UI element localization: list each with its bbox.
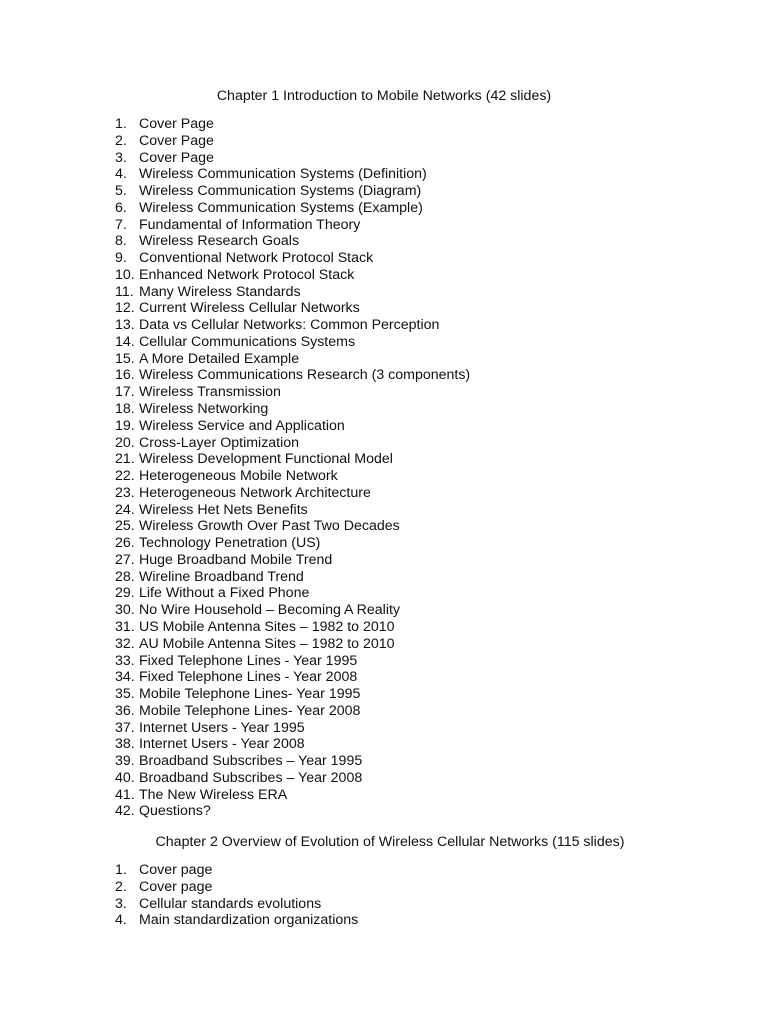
list-item: [115, 384, 470, 401]
item-number: 1.: [115, 116, 127, 132]
list-item: [115, 485, 470, 502]
item-title: AU Mobile Antenna Sites – 1982 to 2010: [139, 635, 395, 652]
item-number: 2.: [115, 878, 127, 895]
item-number: 11.: [115, 283, 134, 300]
item-number: 14.: [115, 333, 135, 350]
item-number: 20.: [115, 434, 135, 451]
item-title: Cover Page: [139, 149, 214, 166]
item-title: Wireless Communication Systems (Definition): [139, 166, 427, 183]
list-item: [115, 133, 470, 150]
item-title: Wireless Communication Systems (Diagram): [139, 183, 422, 200]
item-title: Fixed Telephone Lines - Year 2008: [139, 669, 358, 686]
list-item: [115, 250, 470, 267]
list-item: [115, 233, 470, 250]
item-title: Wireless Service and Application: [139, 417, 345, 434]
chapter-2-slide-list: [115, 862, 358, 929]
item-title: Technology Penetration (US): [139, 535, 321, 552]
item-number: 16.: [115, 367, 135, 384]
item-title: A More Detailed Example: [139, 350, 300, 367]
item-number: 37.: [115, 719, 135, 736]
item-number: 35.: [115, 686, 135, 703]
list-item: [115, 787, 470, 804]
chapter-2-heading: Chapter 2 Overview of Evolution of Wireless Cellular Networks (115 slides): [155, 834, 625, 850]
list-item: [115, 653, 470, 670]
list-item: [115, 736, 470, 753]
item-title: Data vs Cellular Networks: Common Perception: [139, 317, 440, 334]
chapter-1-slide-list: [115, 116, 470, 820]
item-title: Internet Users - Year 2008: [139, 736, 305, 753]
item-number: 12.: [115, 300, 135, 317]
item-title: Cross-Layer Optimization: [139, 434, 300, 451]
item-number: 41.: [115, 786, 135, 803]
item-title: Cover Page: [139, 132, 214, 149]
item-number: 26.: [115, 535, 135, 552]
item-title: Wireless Communication Systems (Example): [139, 199, 423, 216]
list-item: [115, 569, 470, 586]
item-title: Cover Page: [139, 116, 214, 132]
item-title: No Wire Household – Becoming A Reality: [139, 602, 401, 619]
item-title: Huge Broadband Mobile Trend: [139, 551, 333, 568]
item-title: Wireless Communications Research (3 components): [139, 367, 471, 384]
item-number: 19.: [115, 417, 135, 434]
item-title: Broadband Subscribes – Year 1995: [139, 753, 363, 770]
list-item: [115, 502, 470, 519]
item-title: Wireline Broadband Trend: [139, 568, 304, 585]
item-title: Fixed Telephone Lines - Year 1995: [139, 652, 358, 669]
item-number: 9.: [115, 250, 127, 267]
item-title: Wireless Research Goals: [139, 233, 300, 250]
item-title: US Mobile Antenna Sites – 1982 to 2010: [139, 618, 395, 635]
list-item: [115, 912, 358, 929]
item-number: 36.: [115, 702, 135, 719]
list-item: [115, 334, 470, 351]
list-item: [115, 351, 470, 368]
list-item: [115, 300, 470, 317]
list-item: [115, 602, 470, 619]
item-number: 42.: [115, 803, 135, 820]
item-title: Wireless Het Nets Benefits: [139, 501, 308, 518]
list-item: [115, 770, 470, 787]
item-title: Wireless Growth Over Past Two Decades: [139, 518, 400, 535]
item-number: 40.: [115, 769, 135, 786]
item-title: Main standardization organizations: [139, 912, 359, 929]
item-title: Mobile Telephone Lines- Year 2008: [139, 702, 361, 719]
item-number: 31.: [115, 618, 135, 635]
list-item: [115, 669, 470, 686]
item-title: Cover page: [139, 878, 213, 895]
item-number: 29.: [115, 585, 135, 602]
list-item: [115, 200, 470, 217]
item-title: Heterogeneous Network Architecture: [139, 484, 371, 501]
list-item: [115, 435, 470, 452]
list-item: [115, 619, 470, 636]
item-number: 32.: [115, 635, 135, 652]
item-title: Wireless Transmission: [139, 384, 281, 401]
item-number: 28.: [115, 568, 135, 585]
item-number: 1.: [115, 862, 127, 878]
list-item: [115, 401, 470, 418]
list-item: [115, 862, 358, 879]
item-number: 17.: [115, 384, 135, 401]
item-title: Cellular standards evolutions: [139, 895, 322, 912]
item-title: Cover page: [139, 862, 213, 878]
item-number: 15.: [115, 350, 135, 367]
item-number: 10.: [115, 266, 135, 283]
item-number: 39.: [115, 753, 135, 770]
item-number: 27.: [115, 551, 135, 568]
list-item: [115, 720, 470, 737]
list-item: [115, 284, 470, 301]
item-title: Internet Users - Year 1995: [139, 719, 305, 736]
item-title: Mobile Telephone Lines- Year 1995: [139, 686, 361, 703]
list-item: [115, 367, 470, 384]
item-title: Broadband Subscribes – Year 2008: [139, 769, 363, 786]
item-number: 38.: [115, 736, 135, 753]
list-item: [115, 518, 470, 535]
list-item: [115, 150, 470, 167]
item-number: 22.: [115, 468, 135, 485]
item-title: Life Without a Fixed Phone: [139, 585, 310, 602]
item-number: 13.: [115, 317, 135, 334]
list-item: [115, 753, 470, 770]
list-item: [115, 636, 470, 653]
item-number: 8.: [115, 233, 127, 250]
item-number: 3.: [115, 149, 127, 166]
item-number: 3.: [115, 895, 127, 912]
item-number: 33.: [115, 652, 135, 669]
item-title: Cellular Communications Systems: [139, 333, 356, 350]
item-title: Questions?: [139, 803, 211, 820]
list-item: [115, 803, 470, 820]
list-item: [115, 552, 470, 569]
list-item: [115, 585, 470, 602]
list-item: [115, 317, 470, 334]
item-title: The New Wireless ERA: [139, 786, 288, 803]
item-number: 23.: [115, 484, 135, 501]
list-item: [115, 418, 470, 435]
list-item: [115, 703, 470, 720]
list-item: [115, 468, 470, 485]
list-item: [115, 116, 470, 133]
item-number: 30.: [115, 602, 135, 619]
item-title: Fundamental of Information Theory: [139, 216, 361, 233]
item-number: 5.: [115, 183, 127, 200]
item-number: 34.: [115, 669, 135, 686]
item-number: 21.: [115, 451, 135, 468]
item-number: 2.: [115, 132, 127, 149]
item-title: Wireless Development Functional Model: [139, 451, 393, 468]
item-number: 4.: [115, 166, 127, 183]
item-title: Enhanced Network Protocol Stack: [139, 266, 355, 283]
chapter-1-heading: Chapter 1 Introduction to Mobile Networks (42 slides): [216, 88, 552, 104]
list-item: [115, 535, 470, 552]
list-item: [115, 183, 470, 200]
item-number: 7.: [115, 216, 127, 233]
item-title: Conventional Network Protocol Stack: [139, 250, 374, 267]
list-item: [115, 879, 358, 896]
list-item: [115, 267, 470, 284]
item-title: Heterogeneous Mobile Network: [139, 468, 338, 485]
list-item: [115, 217, 470, 234]
item-title: Many Wireless Standards: [139, 283, 301, 300]
item-number: 4.: [115, 912, 127, 929]
list-item: [115, 686, 470, 703]
item-number: 24.: [115, 501, 135, 518]
item-title: Wireless Networking: [139, 401, 269, 418]
item-number: 18.: [115, 401, 135, 418]
item-number: 25.: [115, 518, 135, 535]
list-item: [115, 166, 470, 183]
item-number: 6.: [115, 199, 127, 216]
list-item: [115, 896, 358, 913]
item-title: Current Wireless Cellular Networks: [139, 300, 360, 317]
list-item: [115, 451, 470, 468]
